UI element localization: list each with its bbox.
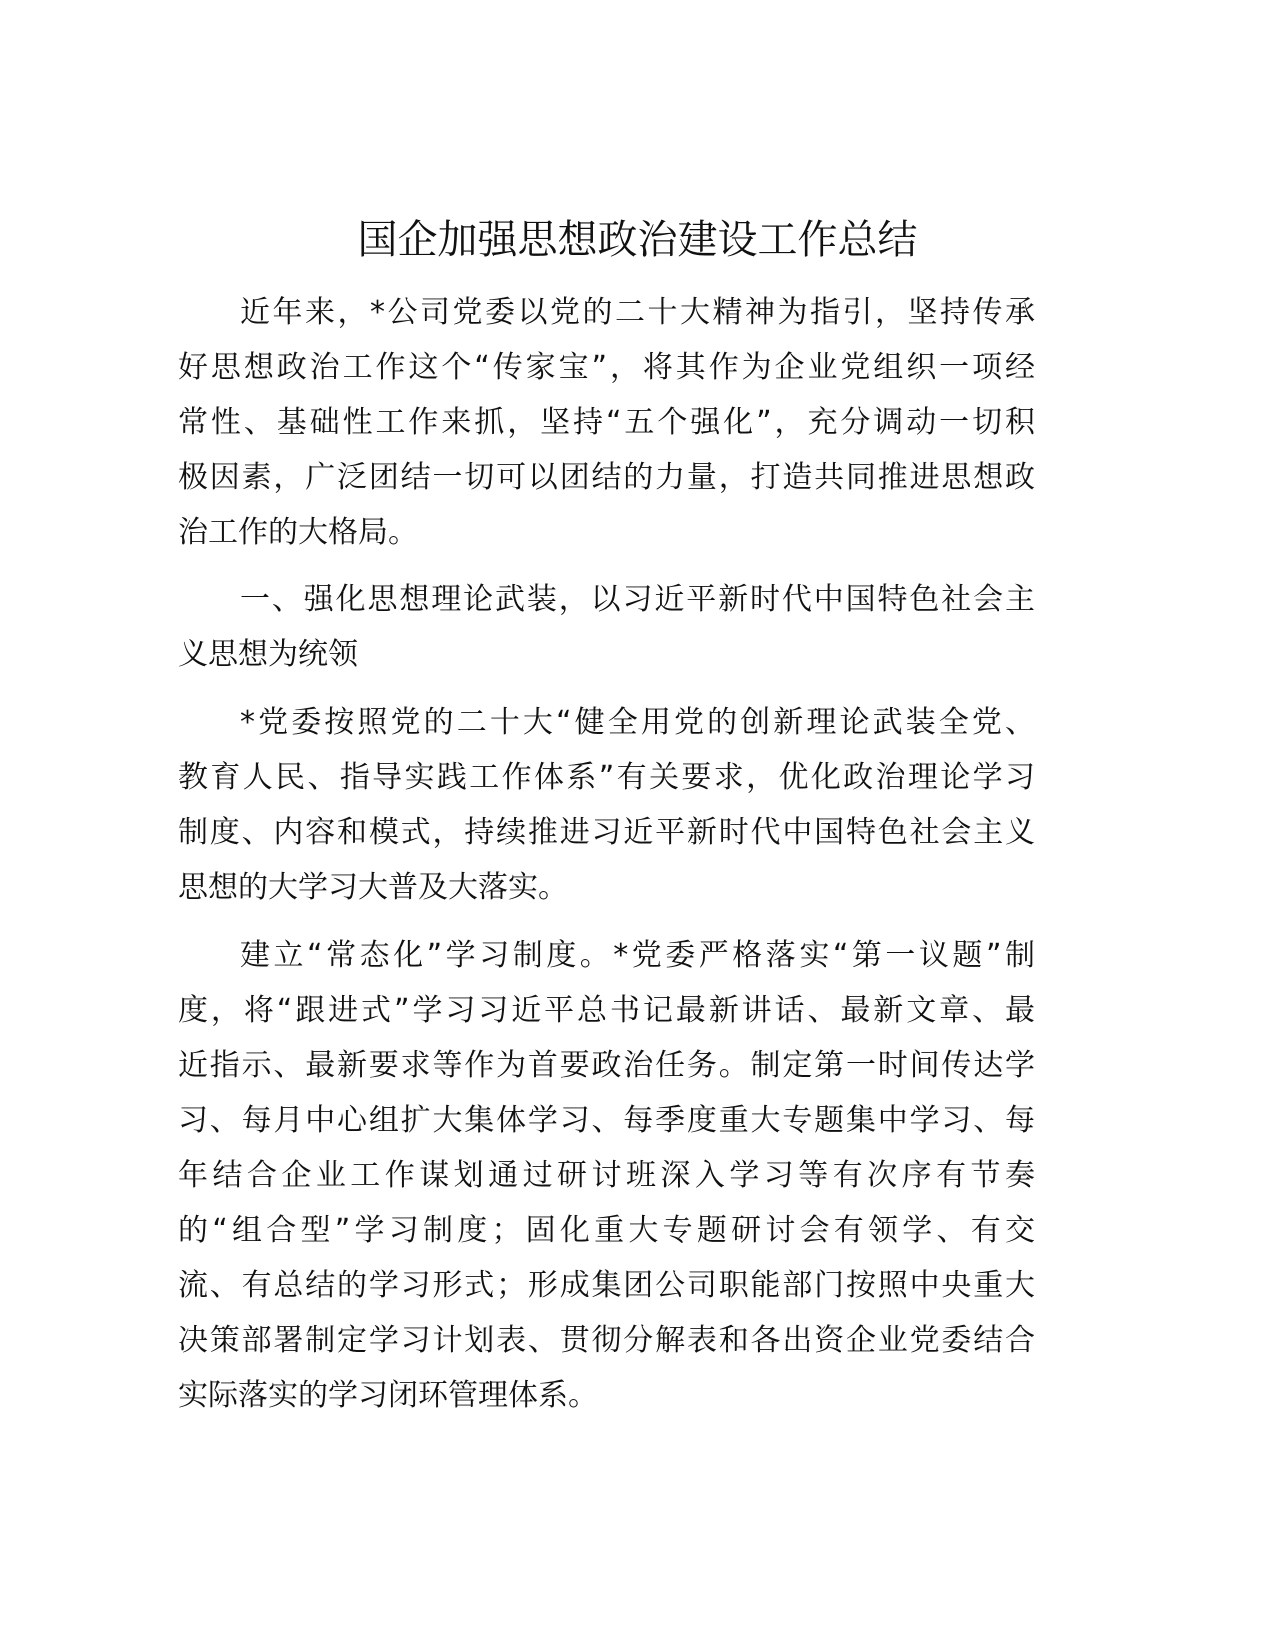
document-title: 国企加强思想政治建设工作总结 [357, 217, 918, 263]
section-heading-1 [178, 572, 1035, 682]
text-line: 义思想为统领 [178, 637, 358, 672]
paragraph-intro [178, 285, 1035, 560]
text-line: 常性、基础性工作来抓，坚持“五个强化”，充分调动一切积 [178, 405, 1035, 440]
paragraph-section-1 [178, 695, 1035, 915]
text-line: 的“组合型”学习制度；固化重大专题研讨会有领学、有交 [178, 1213, 1035, 1248]
text-line: 实际落实的学习闭环管理体系。 [178, 1378, 598, 1413]
text-line: 年结合企业工作谋划通过研讨班深入学习等有次序有节奏 [178, 1158, 1035, 1193]
text-line: 流、有总结的学习形式；形成集团公司职能部门按照中央重大 [178, 1268, 1035, 1303]
text-line: 制度、内容和模式，持续推进习近平新时代中国特色社会主义 [178, 815, 1035, 850]
text-line: 近指示、最新要求等作为首要政治任务。制定第一时间传达学 [178, 1048, 1035, 1083]
text-line: 习、每月中心组扩大集体学习、每季度重大专题集中学习、每 [178, 1103, 1035, 1138]
paragraph-study-system [178, 928, 1035, 1423]
text-line: 一、强化思想理论武装，以习近平新时代中国特色社会主 [240, 582, 1035, 617]
text-line: 好思想政治工作这个“传家宝”，将其作为企业党组织一项经 [178, 350, 1035, 385]
text-line: 决策部署制定学习计划表、贯彻分解表和各出资企业党委结合 [178, 1323, 1035, 1358]
text-line: 思想的大学习大普及大落实。 [178, 870, 568, 905]
text-line: 建立“常态化”学习制度。*党委严格落实“第一议题”制 [240, 938, 1035, 973]
text-line: 度，将“跟进式”学习习近平总书记最新讲话、最新文章、最 [178, 993, 1035, 1028]
text-line: 近年来，*公司党委以党的二十大精神为指引，坚持传承 [240, 295, 1035, 330]
text-line: *党委按照党的二十大“健全用党的创新理论武装全党、 [240, 705, 1035, 740]
text-line: 治工作的大格局。 [178, 515, 418, 550]
text-line: 极因素，广泛团结一切可以团结的力量，打造共同推进思想政 [178, 460, 1035, 495]
text-line: 教育人民、指导实践工作体系”有关要求，优化政治理论学习 [178, 760, 1035, 795]
